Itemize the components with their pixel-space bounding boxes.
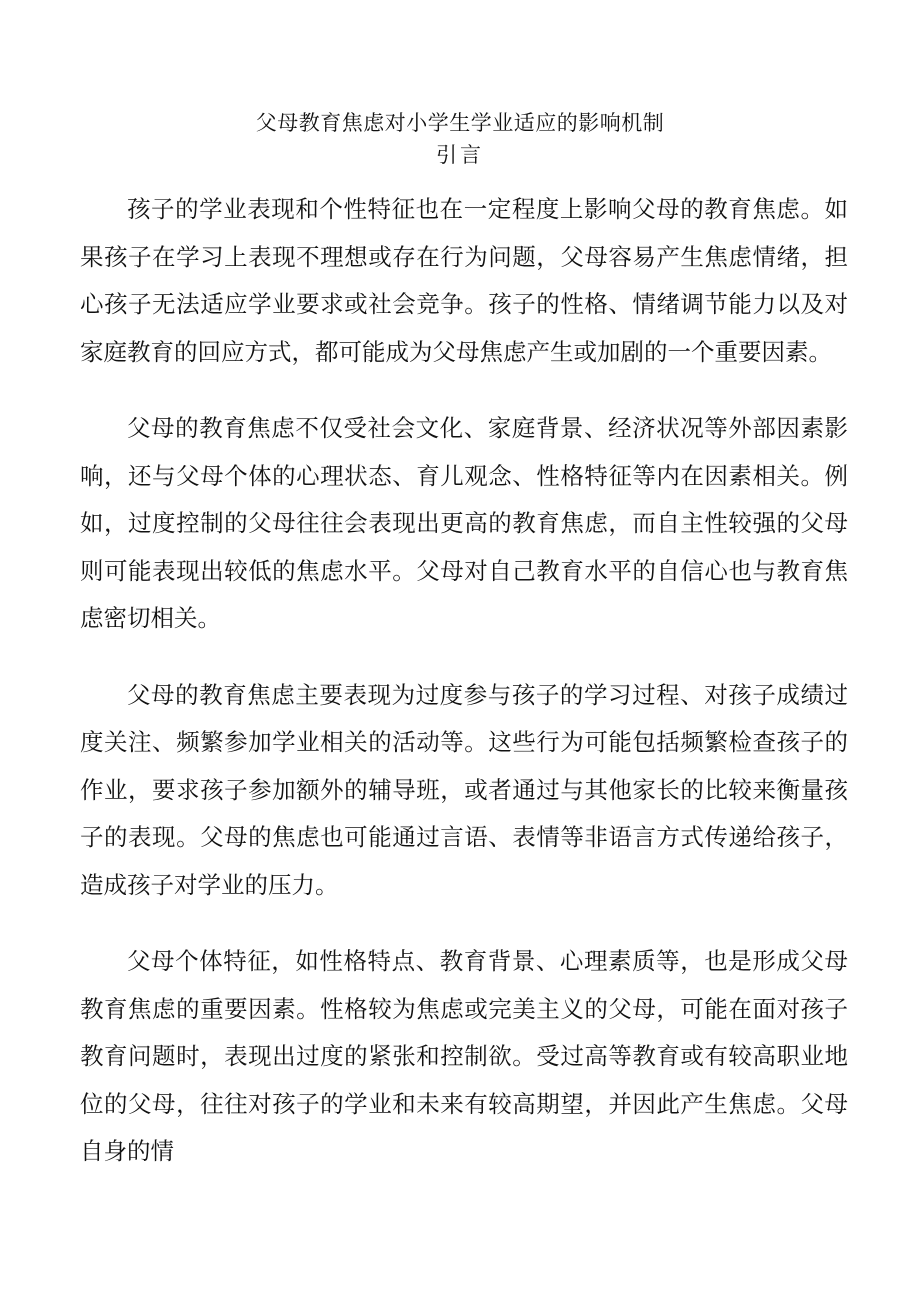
- paragraph-3: 父母的教育焦虑主要表现为过度参与孩子的学习过程、对孩子成绩过度关注、频繁参加学业相关的活动等。这些行为可能包括频繁检查孩子的作业，要求孩子参加额外的辅导班，或者通过与其他家长的比较来衡量孩子的表现。父母的焦虑也可能通过言语、表情等非语言方式传递给孩子，造成孩子对学业的压力。: [80, 680, 848, 899]
- paragraph-4: 父母个体特征，如性格特点、教育背景、心理素质等，也是形成父母教育焦虑的重要因素。性格较为焦虑或完美主义的父母，可能在面对孩子教育问题时，表现出过度的紧张和控制欲。受过高等教育或有较高职业地位的父母，往往对孩子的学业和未来有较高期望，并因此产生焦虑。父母自身的情: [80, 947, 848, 1165]
- document-title: 父母教育焦虑对小学生学业适应的影响机制: [255, 111, 665, 135]
- paragraph-1: 孩子的学业表现和个性特征也在一定程度上影响父母的教育焦虑。如果孩子在学习上表现不理想或存在行为问题，父母容易产生焦虑情绪，担心孩子无法适应学业要求或社会竞争。孩子的性格、情绪调节能力以及对家庭教育的回应方式，都可能成为父母焦虑产生或加剧的一个重要因素。: [80, 195, 848, 366]
- section-heading: 引言: [436, 143, 484, 167]
- document-body: [80, 186, 848, 1205]
- paragraph-2: 父母的教育焦虑不仅受社会文化、家庭背景、经济状况等外部因素影响，还与父母个体的心理状态、育儿观念、性格特征等内在因素相关。例如，过度控制的父母往往会表现出更高的教育焦虑，而自主性较强的父母则可能表现出较低的焦虑水平。父母对自己教育水平的自信心也与教育焦虑密切相关。: [80, 414, 848, 632]
